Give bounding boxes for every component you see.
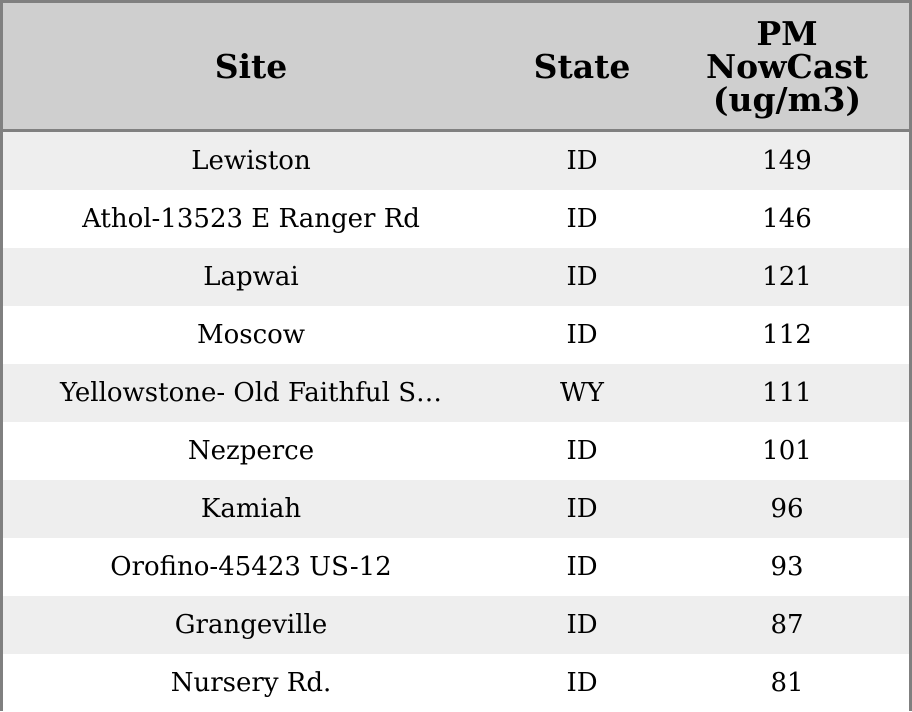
table-row: [3, 364, 909, 422]
site-cell: Yellowstone- Old Faithful S…: [59, 378, 443, 408]
header-pm-line-3: (ug/m3): [712, 79, 862, 119]
table-row: [3, 480, 909, 538]
state-cell: ID: [566, 494, 598, 524]
table-header: [3, 3, 909, 132]
pm-value-cell: 111: [762, 378, 812, 408]
pm-value-cell: 112: [762, 320, 812, 350]
site-cell: Kamiah: [200, 494, 302, 524]
state-cell: ID: [566, 610, 598, 640]
pm-value-cell: 121: [762, 262, 812, 292]
pm-value-cell: 101: [762, 436, 812, 466]
table-row: [3, 538, 909, 596]
table-row: [3, 248, 909, 306]
table-row: [3, 306, 909, 364]
site-cell: Grangeville: [174, 610, 328, 640]
table-row: [3, 654, 909, 712]
state-cell: ID: [566, 668, 598, 698]
pm-value-cell: 81: [770, 668, 804, 698]
site-cell: Lewiston: [191, 146, 311, 176]
header-pm-line-2: NowCast: [705, 46, 869, 86]
site-cell: Lapwai: [203, 262, 299, 292]
pm-value-cell: 149: [762, 146, 812, 176]
table-row: [3, 596, 909, 654]
state-cell: ID: [566, 146, 598, 176]
table-row: [3, 190, 909, 248]
header-state: [499, 3, 665, 129]
state-cell: ID: [566, 436, 598, 466]
header-site-label: Site: [214, 46, 288, 86]
table-row: [3, 422, 909, 480]
pm-value-cell: 96: [770, 494, 804, 524]
pm-value-cell: 87: [770, 610, 804, 640]
header-pm: [665, 3, 909, 129]
site-cell: Moscow: [196, 320, 306, 350]
site-cell: Orofino-45423 US-12: [110, 552, 392, 582]
state-cell: ID: [566, 262, 598, 292]
site-cell: Nezperce: [187, 436, 315, 466]
site-cell: Nursery Rd.: [170, 668, 332, 698]
table-row: [3, 132, 909, 190]
state-cell: ID: [566, 204, 598, 234]
state-cell: ID: [566, 320, 598, 350]
state-cell: ID: [566, 552, 598, 582]
pm-value-cell: 93: [770, 552, 804, 582]
state-cell: WY: [560, 378, 604, 408]
pm-value-cell: 146: [762, 204, 812, 234]
header-state-label: State: [533, 46, 631, 86]
table-body: [3, 132, 909, 712]
header-pm-line-1: PM: [756, 13, 818, 53]
site-cell: Athol-13523 E Ranger Rd: [82, 204, 420, 234]
header-site: [3, 3, 499, 129]
